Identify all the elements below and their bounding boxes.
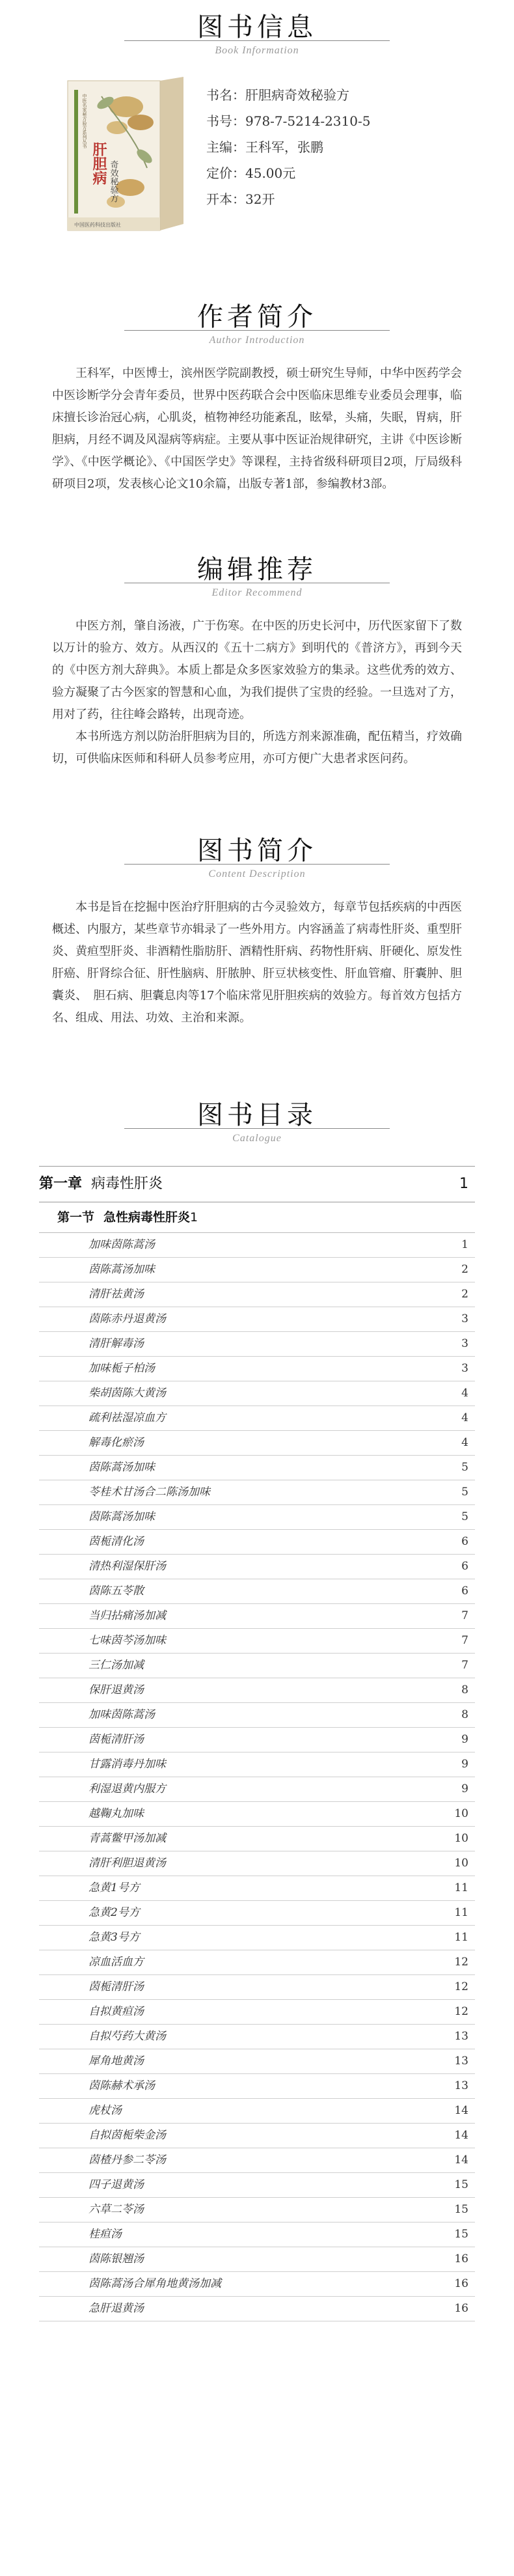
toc-page-number: 3 xyxy=(461,1337,468,1350)
editor-paragraph: 本书所选方剂以防治肝胆病为目的，所选方剂来源准确，配伍精当，疗效确切，可供临床医师和科研人员参考应用，亦可方便广大患者求医问药。 xyxy=(52,730,462,766)
toc-item[interactable] xyxy=(39,1703,475,1728)
toc-item[interactable] xyxy=(39,1654,475,1678)
toc-item-title: 四子退黄汤 xyxy=(88,2178,144,2191)
toc-item[interactable] xyxy=(39,2148,475,2173)
toc-item[interactable] xyxy=(39,1901,475,1926)
editor-paragraph: 中医方剂，肇自汤液，广于伤寒。在中医的历史长河中，历代医家留下了数以万计的验方、效方。从西汉的《五十二病方》到明代的《普济方》，再到今天的《中医方剂大辞典》。本质上都是众多医家效验方的集录。这些优秀的效方、验方凝聚了古今医家的智慧和心血，为我们提供了宝贵的经验。一旦选对了方，用对了药，往往峰会路转，出现奇迹。 xyxy=(52,619,462,721)
toc-item[interactable] xyxy=(39,2049,475,2074)
toc-item-title: 三仁汤加减 xyxy=(88,1659,144,1672)
toc-page-number: 7 xyxy=(461,1659,468,1672)
toc-item-title: 茵陈赤丹退黄汤 xyxy=(88,1312,166,1325)
toc-item[interactable] xyxy=(39,1555,475,1579)
meta-editor-row xyxy=(206,134,370,160)
toc-item[interactable] xyxy=(39,2198,475,2223)
cover-title-sub: 奇效秘验方 xyxy=(108,160,118,202)
toc-item-title: 青蒿鳖甲汤加减 xyxy=(88,1832,166,1845)
toc-page-number: 15 xyxy=(454,2203,468,2216)
toc-chapter-number: 第一章 xyxy=(39,1176,83,1192)
toc-item-title: 茵陈银翘汤 xyxy=(88,2252,144,2265)
toc-section[interactable] xyxy=(39,1202,475,1233)
toc-page-number: 9 xyxy=(461,1733,468,1746)
catalogue-subtitle: Catalogue xyxy=(232,1133,282,1144)
cover-series-text: 中医名家秘方验方系列丛书 xyxy=(82,94,87,148)
toc-item-title: 保肝退黄汤 xyxy=(88,1683,144,1697)
toc-page-number: 1 xyxy=(459,1176,468,1192)
toc-page-number: 11 xyxy=(454,1881,468,1894)
toc-page-number: 1 xyxy=(461,1238,468,1251)
meta-label: 开本： xyxy=(206,191,245,207)
toc-item-title: 急黄1号方 xyxy=(88,1881,140,1894)
toc-item[interactable] xyxy=(39,1579,475,1604)
toc-page-number: 9 xyxy=(461,1758,468,1771)
toc-item[interactable] xyxy=(39,1827,475,1851)
toc-item-title: 甘露消毒丹加味 xyxy=(88,1758,166,1771)
toc-item-title: 疏利祛湿凉血方 xyxy=(88,1411,166,1424)
toc-item[interactable] xyxy=(39,1456,475,1480)
toc-item[interactable] xyxy=(39,1752,475,1777)
toc-page-number: 12 xyxy=(454,1980,468,1993)
toc-item[interactable] xyxy=(39,1406,475,1431)
toc-item[interactable] xyxy=(39,2124,475,2148)
book-info-subtitle: Book Information xyxy=(215,45,299,56)
toc-item[interactable] xyxy=(39,1332,475,1357)
toc-page-number: 10 xyxy=(454,1857,468,1870)
toc-page-number: 5 xyxy=(461,1486,468,1499)
toc-item-title: 清肝祛黄汤 xyxy=(88,1288,144,1301)
table-of-contents xyxy=(39,1166,475,2321)
book-info-title: 图书信息 xyxy=(197,12,317,42)
toc-item-title: 自拟茵栀柴金汤 xyxy=(88,2129,166,2142)
heading-divider xyxy=(124,330,390,331)
toc-item-title: 柴胡茵陈大黄汤 xyxy=(88,1387,166,1400)
toc-page-number: 5 xyxy=(461,1510,468,1523)
heading-divider xyxy=(124,1128,390,1129)
editor-subtitle: Editor Recommend xyxy=(211,587,303,598)
toc-chapter[interactable] xyxy=(39,1166,475,1202)
toc-page-number: 10 xyxy=(454,1832,468,1845)
toc-item[interactable] xyxy=(39,1282,475,1307)
toc-page-number: 16 xyxy=(454,2252,468,2265)
meta-value: 肝胆病奇效秘验方 xyxy=(245,87,349,103)
toc-item[interactable] xyxy=(39,1505,475,1530)
toc-item-title: 茵陈五苓散 xyxy=(88,1585,144,1598)
description-header xyxy=(0,824,514,896)
toc-item-title: 桂疸汤 xyxy=(88,2228,122,2241)
toc-item[interactable] xyxy=(39,1678,475,1703)
toc-page-number: 1 xyxy=(190,1210,198,1225)
cover-title-main: 肝胆病 xyxy=(90,142,107,185)
heading-divider xyxy=(124,40,390,41)
toc-page-number: 3 xyxy=(461,1312,468,1325)
toc-item-title: 清肝利胆退黄汤 xyxy=(88,1857,166,1870)
toc-item-title: 虎杖汤 xyxy=(88,2104,122,2117)
heading-divider xyxy=(124,864,390,865)
toc-page-number: 14 xyxy=(454,2154,468,2167)
toc-item-title: 茵楂丹参二苓汤 xyxy=(88,2154,166,2167)
toc-item[interactable] xyxy=(39,1233,475,1258)
toc-item[interactable] xyxy=(39,1876,475,1901)
toc-page-number: 3 xyxy=(461,1362,468,1375)
meta-label: 定价： xyxy=(206,165,245,181)
toc-item-title: 茵陈蒿汤合犀角地黄汤加减 xyxy=(88,2277,221,2290)
toc-page-number: 16 xyxy=(454,2277,468,2290)
editor-title: 编辑推荐 xyxy=(197,555,317,585)
toc-item-title: 清热利湿保肝汤 xyxy=(88,1560,166,1573)
meta-label: 书名： xyxy=(206,87,245,103)
toc-item-title: 茵栀清肝汤 xyxy=(88,1980,144,1993)
meta-format-row xyxy=(206,186,370,212)
description-subtitle: Content Description xyxy=(208,868,306,879)
toc-item[interactable] xyxy=(39,2247,475,2272)
toc-page-number: 2 xyxy=(461,1288,468,1301)
toc-item-title: 犀角地黄汤 xyxy=(88,2055,144,2068)
toc-item-title: 越鞠丸加味 xyxy=(88,1807,144,1820)
toc-page-number: 7 xyxy=(461,1609,468,1622)
toc-page-number: 13 xyxy=(454,2055,468,2068)
toc-item-title: 加味茵陈蒿汤 xyxy=(88,1238,155,1251)
toc-item[interactable] xyxy=(39,2000,475,2025)
meta-value: 32开 xyxy=(245,191,275,207)
toc-item-title: 加味栀子柏汤 xyxy=(88,1362,155,1375)
cover-publisher: 中国医药科技出版社 xyxy=(74,222,121,228)
book-info-header xyxy=(0,0,514,77)
toc-item-title: 急肝退黄汤 xyxy=(88,2302,144,2315)
toc-item[interactable] xyxy=(39,2272,475,2297)
toc-page-number: 11 xyxy=(454,1906,468,1919)
toc-page-number: 6 xyxy=(461,1560,468,1573)
toc-page-number: 10 xyxy=(454,1807,468,1820)
book-info-block xyxy=(0,77,514,236)
author-subtitle: Author Introduction xyxy=(209,335,305,346)
toc-page-number: 15 xyxy=(454,2228,468,2241)
toc-page-number: 15 xyxy=(454,2178,468,2191)
meta-value: 45.00元 xyxy=(245,165,296,181)
toc-item-title: 自拟芍药大黄汤 xyxy=(88,2030,166,2043)
toc-page-number: 14 xyxy=(454,2104,468,2117)
toc-page-number: 9 xyxy=(461,1782,468,1795)
toc-item[interactable] xyxy=(39,1851,475,1876)
toc-page-number: 4 xyxy=(461,1387,468,1400)
toc-item-title: 茵陈蒿汤加味 xyxy=(88,1461,155,1474)
author-text xyxy=(0,363,514,495)
toc-page-number: 12 xyxy=(454,2005,468,2018)
toc-page-number: 12 xyxy=(454,1956,468,1969)
toc-item[interactable] xyxy=(39,1530,475,1555)
toc-page-number: 11 xyxy=(454,1931,468,1944)
toc-item-title: 自拟黄疸汤 xyxy=(88,2005,144,2018)
toc-item-list xyxy=(39,1233,475,2321)
toc-page-number: 14 xyxy=(454,2129,468,2142)
toc-page-number: 2 xyxy=(461,1263,468,1276)
catalogue-title: 图书目录 xyxy=(197,1100,317,1130)
meta-value: 978-7-5214-2310-5 xyxy=(245,113,371,129)
toc-item[interactable] xyxy=(39,1357,475,1381)
catalogue-header xyxy=(0,1088,514,1161)
meta-title-row xyxy=(206,82,370,108)
toc-item-title: 茵陈赫术承汤 xyxy=(88,2079,155,2092)
meta-label: 书号： xyxy=(206,113,245,129)
toc-item[interactable] xyxy=(39,2223,475,2247)
author-header xyxy=(0,290,514,363)
toc-item-title: 茵栀清肝汤 xyxy=(88,1733,144,1746)
author-paragraph: 王科军，中医博士，滨州医学院副教授，硕士研究生导师，中华中医药学会中医诊断学分会青年委员，世界中医药联合会中医临床思维专业委员会理事，临床擅长诊治冠心病，心肌炎，植物神经功能紊乱，眩晕，头痛，失眠，胃病，肝胆病，月经不调及风湿病等病症。主要从事中医证治规律研究，主讲《中医诊断学》、《中医学概论》、《中国医学史》等课程，主持省级科研项目2项，厅局级科研项目2项，发表核心论文10余篇，出版专著1部，参编教材3部。 xyxy=(52,367,462,491)
meta-label: 主编： xyxy=(206,139,245,155)
toc-item[interactable] xyxy=(39,1926,475,1950)
editor-text xyxy=(0,615,514,770)
toc-page-number: 5 xyxy=(461,1461,468,1474)
toc-item-title: 加味茵陈蒿汤 xyxy=(88,1708,155,1721)
toc-section-title: 急性病毒性肝炎 xyxy=(103,1210,191,1225)
toc-item[interactable] xyxy=(39,1728,475,1752)
toc-section-number: 第一节 xyxy=(57,1210,95,1225)
toc-item[interactable] xyxy=(39,1950,475,1975)
description-text xyxy=(0,896,514,1029)
toc-page-number: 13 xyxy=(454,2030,468,2043)
meta-isbn-row xyxy=(206,108,370,134)
toc-item[interactable] xyxy=(39,1629,475,1654)
toc-item[interactable] xyxy=(39,2173,475,2198)
toc-item-title: 清肝解毒汤 xyxy=(88,1337,144,1350)
toc-item-title: 茵陈蒿汤加味 xyxy=(88,1263,155,1276)
toc-item-title: 七味茵芩汤加味 xyxy=(88,1634,166,1647)
toc-chapter-title: 病毒性肝炎 xyxy=(91,1176,163,1192)
toc-item-title: 苓桂术甘汤合二陈汤加味 xyxy=(88,1486,210,1499)
toc-item[interactable] xyxy=(39,1604,475,1629)
toc-item[interactable] xyxy=(39,1777,475,1802)
toc-item-title: 当归拈痛汤加减 xyxy=(88,1609,166,1622)
toc-item[interactable] xyxy=(39,1307,475,1332)
toc-page-number: 4 xyxy=(461,1411,468,1424)
toc-item[interactable] xyxy=(39,1480,475,1505)
toc-item[interactable] xyxy=(39,2297,475,2321)
toc-item-title: 凉血活血方 xyxy=(88,1956,144,1969)
toc-page-number: 8 xyxy=(461,1708,468,1721)
toc-page-number: 13 xyxy=(454,2079,468,2092)
toc-page-number: 7 xyxy=(461,1634,468,1647)
toc-item[interactable] xyxy=(39,1802,475,1827)
toc-item[interactable] xyxy=(39,2074,475,2099)
book-meta-list xyxy=(206,82,370,212)
toc-item-title: 急黄3号方 xyxy=(88,1931,140,1944)
toc-item-title: 解毒化瘀汤 xyxy=(88,1436,144,1449)
toc-page-number: 16 xyxy=(454,2302,468,2315)
toc-item[interactable] xyxy=(39,1381,475,1406)
editor-header xyxy=(0,542,514,615)
toc-item-title: 茵栀清化汤 xyxy=(88,1535,144,1548)
toc-page-number: 8 xyxy=(461,1683,468,1697)
toc-item[interactable] xyxy=(39,1975,475,2000)
description-paragraph: 本书是旨在挖掘中医治疗肝胆病的古今灵验效方，每章节包括疾病的中西医概述、内服方，某些章节亦辑录了一些外用方。内容涵盖了病毒性肝炎、重型肝炎、黄疸型肝炎、非酒精性脂肪肝、酒精性肝病、药物性肝病、肝硬化、原发性肝癌、肝肾综合征、肝性脑病、肝脓肿、肝豆状核变性、肝血管瘤、肝囊肿、胆囊炎、 胆石病、胆囊息肉等17个临床常见肝胆疾病的效验方。每首效方包括方名、组成、用法、功效、主治和来源。 xyxy=(52,900,462,1025)
toc-item-title: 六草二苓汤 xyxy=(88,2203,144,2216)
toc-item[interactable] xyxy=(39,2099,475,2124)
toc-page-number: 6 xyxy=(461,1535,468,1548)
toc-item[interactable] xyxy=(39,2025,475,2049)
toc-item-title: 茵陈蒿汤加味 xyxy=(88,1510,155,1523)
toc-item[interactable] xyxy=(39,1431,475,1456)
author-title: 作者简介 xyxy=(197,302,317,332)
toc-page-number: 6 xyxy=(461,1585,468,1598)
toc-item-title: 急黄2号方 xyxy=(88,1906,140,1919)
meta-price-row xyxy=(206,160,370,186)
meta-value: 王科军，张鹏 xyxy=(245,139,323,155)
toc-page-number: 4 xyxy=(461,1436,468,1449)
book-cover-image xyxy=(62,77,190,233)
toc-item-title: 利湿退黄内服方 xyxy=(88,1782,166,1795)
toc-item[interactable] xyxy=(39,1258,475,1282)
description-title: 图书简介 xyxy=(197,836,317,866)
